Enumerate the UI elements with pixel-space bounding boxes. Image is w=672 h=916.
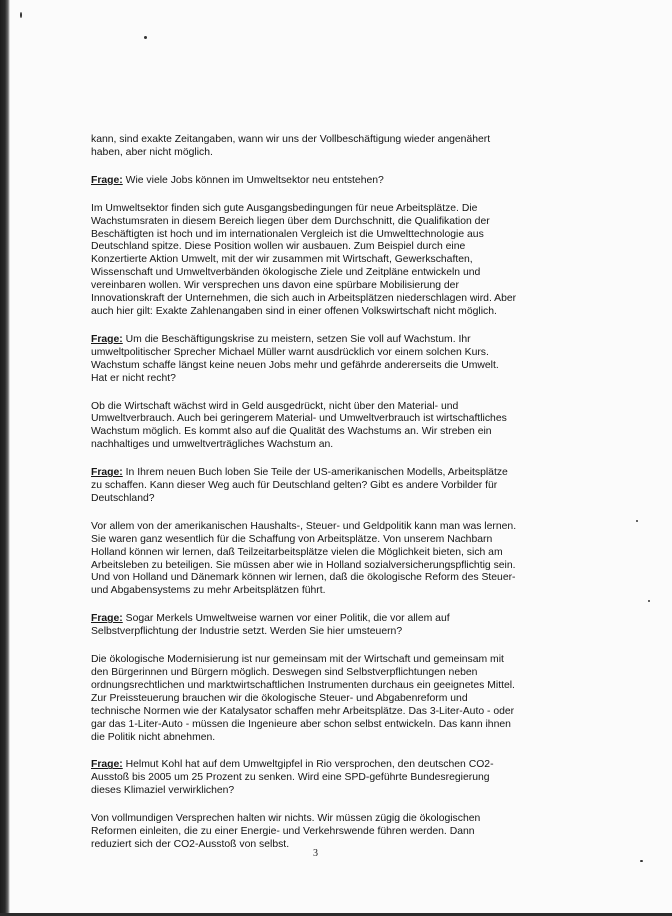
answer-paragraph: kann, sind exakte Zeitangaben, wann wir uns der Vollbeschäftigung wieder angenähert haben, aber nicht möglich.	[91, 134, 491, 158]
scan-left-edge-shadow	[0, 0, 10, 916]
interview-text	[91, 134, 557, 867]
question-label: Frage:	[91, 467, 123, 479]
scan-speck	[20, 12, 22, 18]
scan-speck	[648, 600, 650, 602]
question-text: Um die Beschäftigungskrise zu meistern, setzen Sie voll auf Wachstum. Ihr umweltpolitischer Sprecher Michael Müller warnt ausdrücklich vor einem solchen Kurs. Wachstum schaffe längst keine neuen Jobs mehr und gefährde andererseits die Umwelt. Hat er nicht recht?	[91, 333, 499, 384]
question-paragraph	[91, 613, 557, 639]
question-text: Helmut Kohl hat auf dem Umweltgipfel in Rio versprochen, den deutschen CO2- Ausstoß bis 2005 um 25 Prozent zu senken. Wird eine SPD-geführte Bundesregierung dieses Klimaziel verwirklichen?	[91, 759, 494, 797]
question-label: Frage:	[91, 613, 123, 625]
question-paragraph	[91, 467, 557, 506]
question-paragraph	[91, 175, 557, 188]
question-text: Wie viele Jobs können im Umweltsektor neu entstehen?	[122, 174, 384, 186]
question-label: Frage:	[91, 174, 123, 186]
question-paragraph	[91, 759, 557, 798]
scan-speck	[636, 520, 638, 522]
answer-paragraph: Von vollmundigen Versprechen halten wir nichts. Wir müssen zügig die ökologischen Reformen einleiten, die zu einer Energie- und Verkehrswende führen werden. Dann reduziert sich der CO2-Ausstoß von selbst.	[91, 813, 481, 850]
scan-speck	[144, 36, 147, 39]
scan-speck	[640, 860, 643, 862]
answer-paragraph: Ob die Wirtschaft wächst wird in Geld ausgedrückt, nicht über den Material- und Umweltverbrauch. Auch bei geringerem Material- und Umweltverbrauch ist wirtschaftliches Wachstum möglich. Es kommt also auf die Qualität des Wachstums an. Wir streben ein nachhaltiges und umweltverträgliches Wachstum an.	[91, 400, 507, 451]
question-label: Frage:	[91, 333, 123, 345]
question-text: Sogar Merkels Umweltweise warnen vor einer Politik, die vor allem auf Selbstverpflichtung der Industrie setzt. Werden Sie hier umsteuern?	[91, 613, 450, 638]
question-text: In Ihrem neuen Buch loben Sie Teile der US-amerikanischen Modells, Arbeitsplätze zu schaffen. Kann dieser Weg auch für Deutschland gelten? Gibt es andere Vorbilder für Deutschland?	[91, 467, 508, 504]
answer-paragraph: Vor allem von der amerikanischen Haushalts-, Steuer- und Geldpolitik kann man was lernen. Sie waren ganz wesentlich für die Schaffung von Arbeitsplätze. Von unserem Nachbarn Holland können wir lernen, daß Teilzeitarbeitsplätze vielen die Möglichkeit bieten, sich am Arbeitsleben zu beteiligen. Sie müssen aber wie in Holland sozialversicherungspflichtig sein. Und von Holland und Dänemark können wir lernen, daß die ökologische Reform des Steuer- und Abgabensystems zu mehr Arbeitsplätzen führt.	[91, 520, 517, 597]
question-label: Frage:	[91, 759, 123, 771]
answer-paragraph: Die ökologische Modernisierung ist nur gemeinsam mit der Wirtschaft und gemeinsam mit den Bürgerinnen und Bürgern möglich. Deswegen sind Selbstverpflichtungen neben ordnungsrechtlichen und marktwirtschaftlichen Instrumenten durchaus ein geeignetes Mittel. Zur Preissteuerung brauchen wir die ökologische Steuer- und Abgabenreform und technische Normen wie der Katalysator schaffen mehr Arbeitsplätze. Das 3-Liter-Auto - oder gar das 1-Liter-Auto - müssen die Ingenieure aber schon selbst entwickeln. Das kann ihnen die Politik nicht abnehmen.	[91, 654, 515, 743]
question-paragraph	[91, 334, 557, 386]
answer-paragraph: Im Umweltsektor finden sich gute Ausgangsbedingungen für neue Arbeitsplätze. Die Wachstumsraten in diesem Bereich liegen über dem Durchschnitt, die Qualifikation der Beschäftigten ist hoch und im internationalen Vergleich ist die Umwelttechnologie aus Deutschland spitze. Diese Position wollen wir ausbauen. Zum Beispiel durch eine Konzertierte Aktion Umwelt, mit der wir zusammen mit Wirtschaft, Gewerkschaften, Wissenschaft und Umweltverbänden ökologische Ziele und Zeitpläne entwickeln und vereinbaren wollen. Wir versprechen uns davon eine spürbare Mobilisierung der Innovationskraft der Unternehmen, die sich auch in Arbeitsplätzen niederschlagen wird. Aber auch hier gilt: Exakte Zahlenangaben sind in einer offenen Volkswirtschaft nicht möglich.	[91, 202, 517, 317]
page-number: 3	[313, 848, 318, 859]
